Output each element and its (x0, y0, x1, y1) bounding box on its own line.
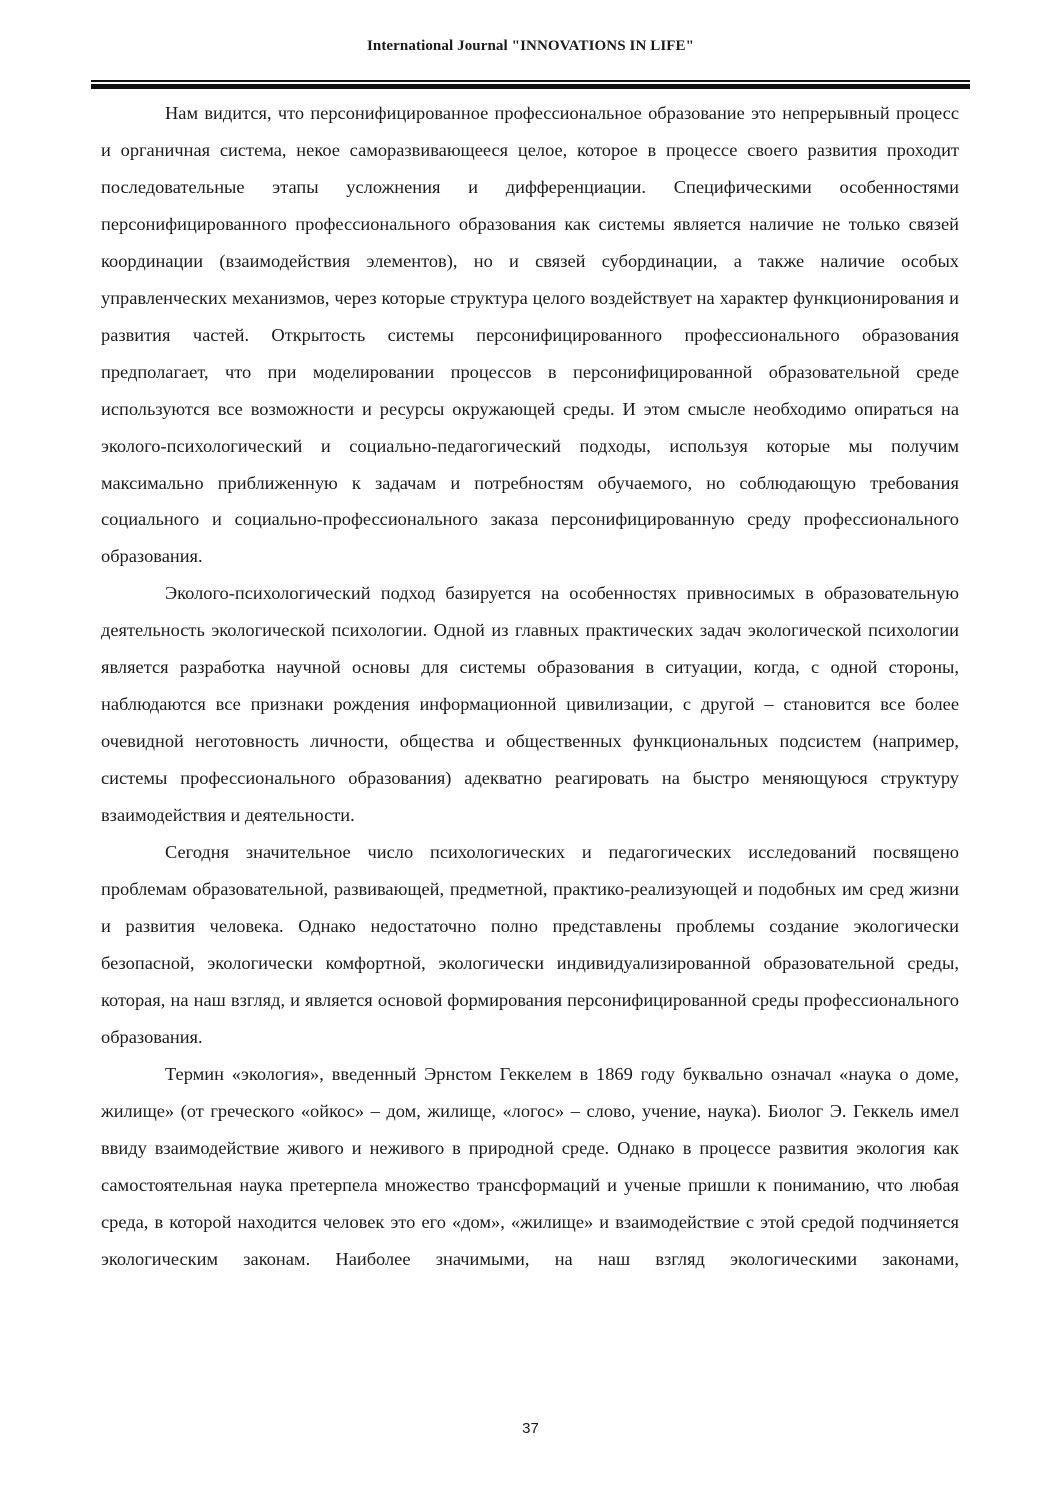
paragraph-3: Сегодня значительное число психологических и педагогических исследований посвящено проблемам образовательной, развивающей, предметной, практико-реализующей и подобных им сред жизни и развития человека. Однако недостаточно полно представлены проблемы создание экологически безопасной, экологически комфортной, экологически индивидуализированной образовательной среды, которая, на наш взгляд, и является основой формирования персонифицированной среды профессионального образования. (101, 842, 959, 1047)
header-rule-thin (91, 80, 970, 82)
header-rule-thick (91, 84, 970, 89)
journal-header: International Journal "INNOVATIONS IN LIFE" (366, 38, 695, 54)
article-body (101, 95, 959, 1278)
paragraph-2: Эколого-психологический подход базируется на особенностях привносимых в образовательную деятельность экологической психологии. Одной из главных практических задач экологической психологии является разработка научной основы для системы образования в ситуации, когда, с одной стороны, наблюдаются все признаки рождения информационной цивилизации, с другой – становится все более очевидной неготовность личности, общества и общественных функциональных подсистем (например, системы профессионального образования) адекватно реагировать на быстро меняющуюся структуру взаимодействия и деятельности. (101, 583, 959, 826)
page-number: 37 (522, 1420, 539, 1437)
paragraph-1: Нам видится, что персонифицированное профессиональное образование это непрерывный процесс и органичная система, некое саморазвивающееся целое, которое в процессе своего развития проходит последовательные этапы усложнения и дифференциации. Специфическими особенностями персонифицированного профессионального образования как системы является наличие не только связей координации (взаимодействия элементов), но и связей субординации, а также наличие особых управленческих механизмов, через которые структура целого воздействует на характер функционирования и развития частей. Открытость системы персонифицированного профессионального образования предполагает, что при моделировании процессов в персонифицированной образовательной среде используются все возможности и ресурсы окружающей среды. И этом смысле необходимо опираться на эколого-психологический и социально-педагогический подходы, используя которые мы получим максимально приближенную к задачам и потребностям обучаемого, но соблюдающую требования социального и социально-профессионального заказа персонифицированную среду профессионального образования. (101, 103, 959, 567)
paragraph-4: Термин «экология», введенный Эрнстом Геккелем в 1869 году буквально означал «наука о доме, жилище» (от греческого «ойкос» – дом, жилище, «логос» – слово, учение, наука). Биолог Э. Геккель имел ввиду взаимодействие живого и неживого в природной среде. Однако в процессе развития экология как самостоятельная наука претерпела множество трансформаций и ученые пришли к пониманию, что любая среда, в которой находится человек это его «дом», «жилище» и взаимодействие с этой средой подчиняется экологическим законам. Наиболее значимыми, на наш взгляд экологическими законами, (101, 1063, 959, 1269)
